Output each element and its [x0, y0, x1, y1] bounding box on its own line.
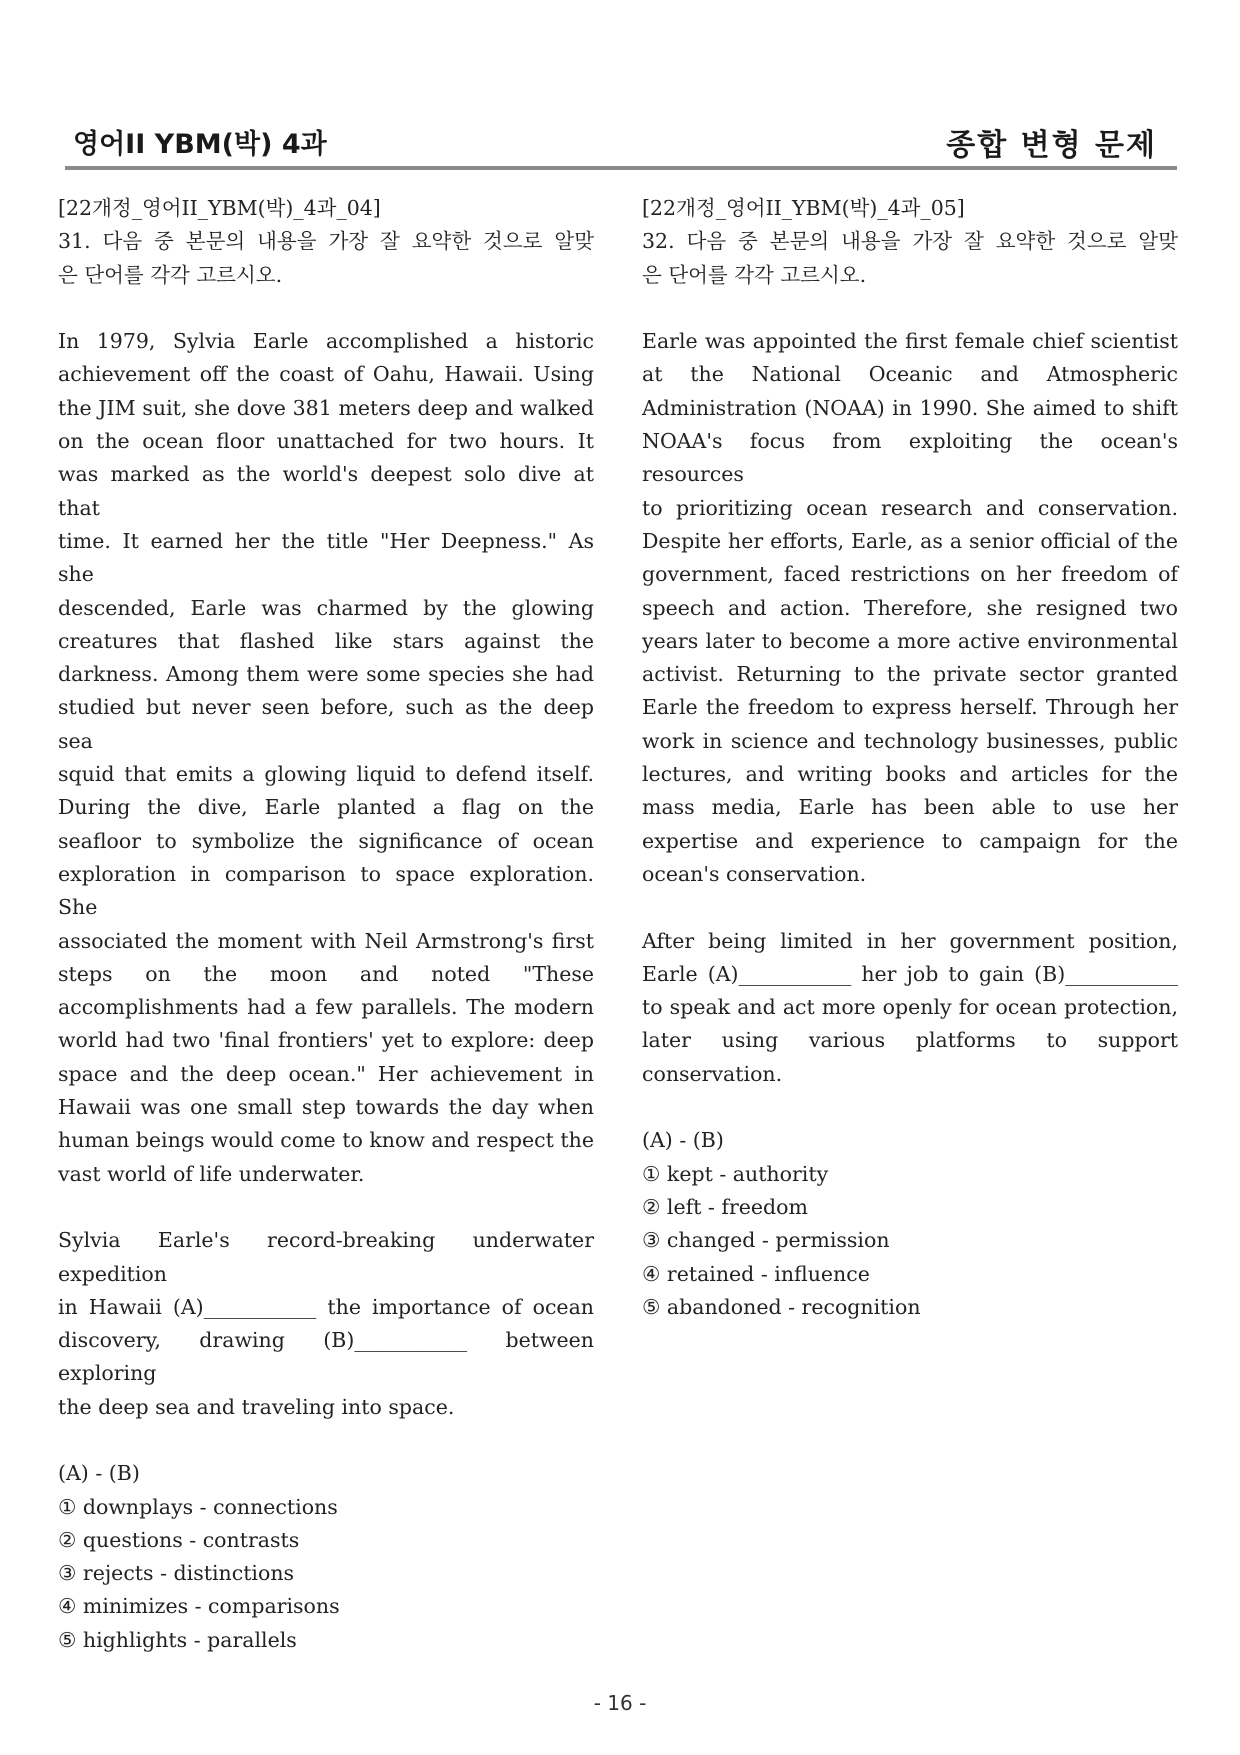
passage-line: Earle the freedom to express herself. Through her: [642, 695, 1178, 720]
header-divider: [65, 166, 1177, 170]
question-31: [58, 192, 594, 1657]
passage-line: creatures that flashed like stars against the: [58, 628, 594, 653]
passage-line: expertise and experience to campaign for the: [642, 828, 1178, 853]
passage-line: at the National Oceanic and Atmospheric: [642, 362, 1178, 387]
passage: [58, 325, 594, 1191]
passage-line: steps on the moon and noted "These: [58, 961, 594, 986]
passage-line: achievement off the coast of Oahu, Hawaii. Using: [58, 362, 594, 387]
spacer: [58, 1424, 594, 1457]
passage-line: Despite her efforts, Earle, as a senior official of the: [642, 528, 1178, 553]
passage-line: the JIM suit, she dove 381 meters deep and walked: [58, 395, 594, 420]
passage-line: accomplishments had a few parallels. The modern: [58, 995, 594, 1020]
summary-line: After being limited in her government position,: [642, 928, 1178, 953]
summary-line: to speak and act more openly for ocean protection,: [642, 995, 1178, 1020]
answer-option-4[interactable]: ④ retained - influence: [642, 1261, 870, 1286]
passage-line: vast world of life underwater.: [58, 1161, 365, 1186]
answer-option-1[interactable]: ① downplays - connections: [58, 1494, 338, 1519]
page-number: - 16 -: [593, 1691, 647, 1715]
summary-line: later using various platforms to support: [642, 1028, 1178, 1053]
answer-option-5[interactable]: ⑤ abandoned - recognition: [642, 1294, 921, 1319]
passage-line: Hawaii was one small step towards the day when: [58, 1095, 594, 1120]
answer-option-3[interactable]: ③ changed - permission: [642, 1228, 890, 1253]
passage-line: on the ocean floor unattached for two hours. It: [58, 429, 594, 454]
question-prompt-line: 31. 다음 중 본문의 내용을 가장 잘 요약한 것으로 알맞: [58, 229, 594, 254]
answer-options: [58, 1457, 594, 1657]
question-prompt-line: 은 단어를 각각 고르시오.: [58, 262, 283, 287]
passage-line: mass media, Earle has been able to use her: [642, 795, 1178, 820]
answer-option-2[interactable]: ② left - freedom: [642, 1194, 808, 1219]
passage-line: work in science and technology businesses, public: [642, 728, 1178, 753]
page-header-title: 영어II YBM(박) 4과: [73, 129, 327, 160]
spacer: [58, 1191, 594, 1224]
answer-option-3[interactable]: ③ rejects - distinctions: [58, 1561, 295, 1586]
passage-line: years later to become a more active environmental: [642, 628, 1178, 653]
spacer: [58, 292, 594, 325]
passage-line: ocean's conservation.: [642, 861, 867, 886]
summary-line: the deep sea and traveling into space.: [58, 1394, 455, 1419]
passage-line: squid that emits a glowing liquid to defend itself.: [58, 762, 594, 787]
options-header: (A) - (B): [58, 1461, 140, 1486]
passage-line: activist. Returning to the private sector granted: [642, 662, 1178, 687]
passage-line: NOAA's focus from exploiting the ocean's resources: [642, 429, 1178, 487]
question-prompt-line: 은 단어를 각각 고르시오.: [642, 262, 867, 287]
passage-line: descended, Earle was charmed by the glowing: [58, 595, 594, 620]
passage-line: exploration in comparison to space exploration. She: [58, 861, 594, 920]
passage-line: associated the moment with Neil Armstrong's first: [58, 928, 594, 953]
answer-options: [642, 1124, 1178, 1324]
summary-line: Earle (A)___________ her job to gain (B)___________: [642, 961, 1178, 986]
passage-line: studied but never seen before, such as the deep sea: [58, 695, 594, 753]
answer-option-5[interactable]: ⑤ highlights - parallels: [58, 1627, 297, 1652]
summary: [642, 925, 1178, 1091]
passage-line: Administration (NOAA) in 1990. She aimed to shift: [642, 395, 1178, 420]
question-code: [22개정_영어II_YBM(박)_4과_04]: [58, 196, 381, 220]
passage-line: darkness. Among them were some species she had: [58, 662, 594, 687]
answer-option-4[interactable]: ④ minimizes - comparisons: [58, 1594, 340, 1619]
question-prompt-line: 32. 다음 중 본문의 내용을 가장 잘 요약한 것으로 알맞: [642, 229, 1178, 254]
passage-line: world had two 'final frontiers' yet to explore: deep: [58, 1028, 594, 1053]
spacer: [642, 891, 1178, 924]
passage-line: speech and action. Therefore, she resigned two: [642, 595, 1178, 620]
summary-line: discovery, drawing (B)___________ between exploring: [58, 1328, 594, 1386]
passage-line: space and the deep ocean." Her achievement in: [58, 1061, 594, 1086]
options-header: (A) - (B): [642, 1128, 724, 1153]
summary-line: Sylvia Earle's record-breaking underwater expedition: [58, 1228, 594, 1286]
passage-line: In 1979, Sylvia Earle accomplished a historic: [58, 329, 594, 354]
passage-line: seafloor to symbolize the significance of ocean: [58, 828, 594, 853]
question-32: [642, 192, 1178, 1324]
answer-option-2[interactable]: ② questions - contrasts: [58, 1527, 300, 1552]
passage-line: lectures, and writing books and articles for the: [642, 762, 1178, 787]
passage-line: was marked as the world's deepest solo dive at that: [58, 462, 594, 520]
summary: [58, 1224, 594, 1424]
page-header: [65, 118, 1175, 166]
page-header-subtitle: 종합 변형 문제: [946, 128, 1157, 163]
spacer: [642, 1091, 1178, 1124]
passage-line: Earle was appointed the first female chief scientist: [642, 329, 1178, 354]
summary-line: conservation.: [642, 1061, 783, 1086]
passage-line: government, faced restrictions on her freedom of: [642, 562, 1178, 587]
answer-option-1[interactable]: ① kept - authority: [642, 1161, 829, 1186]
passage-line: time. It earned her the title "Her Deepness." As she: [58, 528, 594, 587]
passage-line: During the dive, Earle planted a flag on the: [58, 795, 594, 820]
summary-line: in Hawaii (A)___________ the importance of ocean: [58, 1294, 594, 1319]
passage-line: human beings would come to know and respect the: [58, 1128, 594, 1153]
passage: [642, 325, 1178, 891]
question-code: [22개정_영어II_YBM(박)_4과_05]: [642, 196, 965, 220]
passage-line: to prioritizing ocean research and conservation.: [642, 495, 1178, 520]
spacer: [642, 292, 1178, 325]
